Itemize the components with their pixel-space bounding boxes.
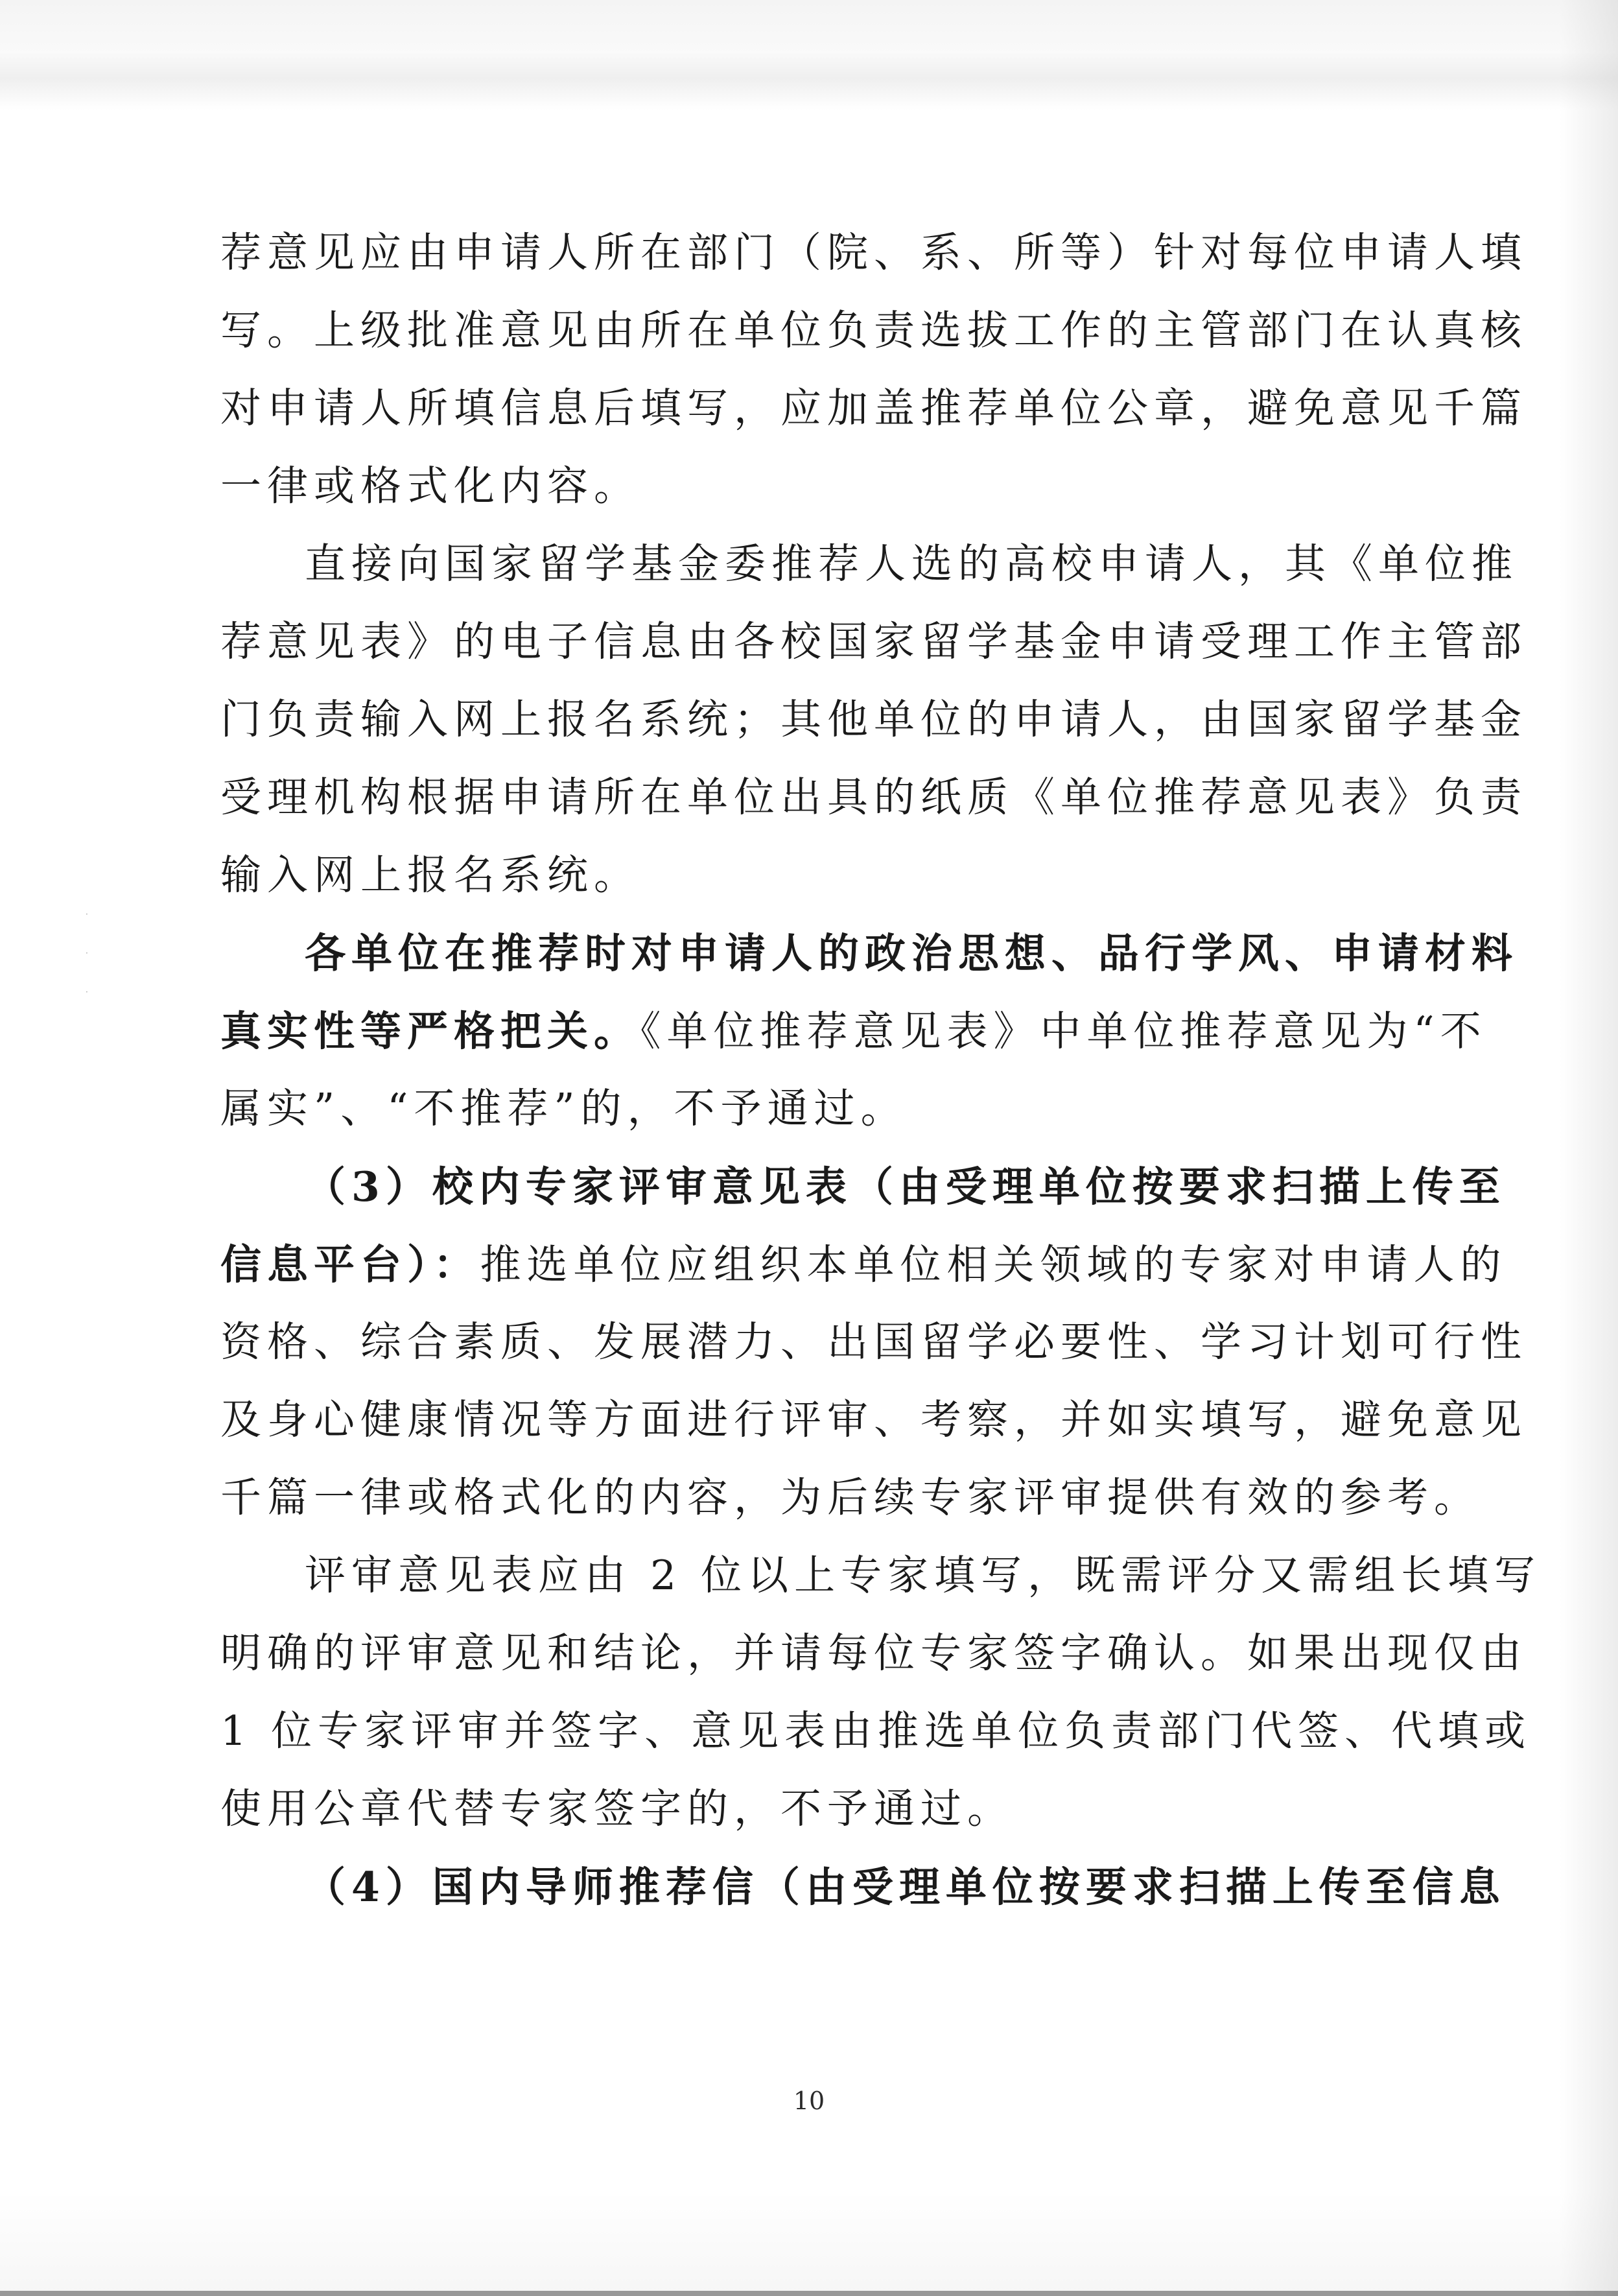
paragraph-p2 — [220, 525, 1527, 914]
text-segment: 资格、综合素质、发展潜力、出国留学必要性、学习计划可行性 — [220, 1318, 1527, 1366]
text-segment: 1 位专家评审并签字、意见表由推选单位负责部门代签、代填或 — [220, 1707, 1532, 1755]
text-line — [220, 1225, 1507, 1303]
text-line — [220, 992, 1487, 1070]
scan-shadow-top — [0, 52, 1618, 110]
text-line — [220, 1692, 1532, 1770]
paragraph-p4 — [220, 1148, 1527, 1537]
text-segment: 门负责输入网上报名系统；其他单位的申请人，由国家留学基金 — [220, 696, 1527, 743]
page-number: 10 — [793, 2087, 825, 2115]
paragraph-p3 — [220, 914, 1518, 1148]
text-segment: 评审意见表应由 2 位以上专家填写，既需评分又需组长填写 — [305, 1552, 1542, 1599]
bold-text-segment: 各单位在推荐时对申请人的政治思想、品行学风、申请材料 — [305, 929, 1518, 977]
text-line — [220, 1848, 1506, 1926]
text-line — [220, 603, 1527, 681]
text-line — [220, 1615, 1527, 1692]
text-segment: 荐意见表》的电子信息由各校国家留学基金申请受理工作主管部 — [220, 618, 1527, 665]
text-segment: 写。上级批准意见由所在单位负责选拔工作的主管部门在认真核 — [220, 307, 1527, 354]
bold-text-segment: （4）国内导师推荐信（由受理单位按要求扫描上传至信息 — [305, 1863, 1506, 1911]
binding-marks: · · · — [86, 910, 88, 997]
paragraph-p1 — [220, 214, 1527, 525]
text-segment: 千篇一律或格式化的内容，为后续专家评审提供有效的参考。 — [220, 1474, 1481, 1521]
paragraph-p6 — [220, 1848, 1506, 1926]
text-line — [220, 681, 1527, 759]
scan-edge-bottom — [0, 2291, 1618, 2296]
text-segment: 对申请人所填信息后填写，应加盖推荐单位公章，避免意见千篇 — [220, 385, 1527, 432]
text-segment: 直接向国家留学基金委推荐人选的高校申请人，其《单位推 — [305, 540, 1518, 587]
text-segment: 明确的评审意见和结论，并请每位专家签字确认。如果出现仅由 — [220, 1629, 1527, 1677]
text-line — [220, 1537, 1542, 1615]
text-segment: 受理机构根据申请所在单位出具的纸质《单位推荐意见表》负责 — [220, 774, 1527, 821]
bold-text-segment: 信息平台）： — [220, 1240, 480, 1288]
bold-text-segment: （3）校内专家评审意见表（由受理单位按要求扫描上传至 — [305, 1163, 1506, 1211]
text-line — [220, 1770, 1381, 1848]
text-line — [220, 292, 1527, 370]
text-line — [220, 759, 1527, 836]
text-segment: 属实”、“不推荐”的，不予通过。 — [220, 1085, 908, 1132]
document-body — [220, 214, 1542, 1926]
text-line — [220, 1148, 1506, 1225]
text-line — [220, 447, 1381, 525]
bold-text-segment: 真实性等严格把关。 — [220, 1007, 640, 1055]
text-line — [220, 836, 1381, 914]
scan-shadow-right — [1560, 0, 1618, 2296]
text-line — [220, 1381, 1527, 1459]
text-segment: 推选单位应组织本单位相关领域的专家对申请人的 — [480, 1241, 1507, 1288]
text-line — [220, 1070, 1381, 1148]
text-line — [220, 1303, 1527, 1381]
text-segment: 使用公章代替专家签字的，不予通过。 — [220, 1785, 1014, 1832]
text-segment: 荐意见应由申请人所在部门（院、系、所等）针对每位申请人填 — [220, 229, 1527, 276]
text-segment: 《单位推荐意见表》中单位推荐意见为“不 — [640, 1008, 1487, 1055]
text-line — [220, 914, 1518, 992]
paragraph-p5 — [220, 1537, 1542, 1848]
text-line — [220, 525, 1518, 603]
text-line — [220, 214, 1527, 292]
text-segment: 及身心健康情况等方面进行评审、考察，并如实填写，避免意见 — [220, 1396, 1527, 1443]
text-line — [220, 1459, 1481, 1537]
text-segment: 一律或格式化内容。 — [220, 462, 640, 510]
text-line — [220, 370, 1527, 447]
text-segment: 输入网上报名系统。 — [220, 851, 640, 899]
